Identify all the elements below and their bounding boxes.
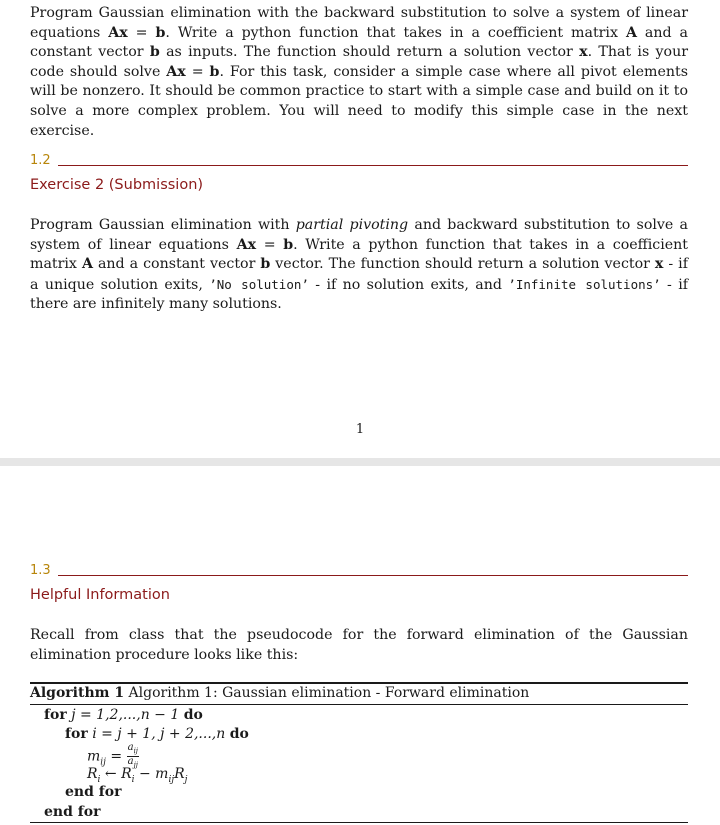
bold-symbol: b [283, 236, 294, 253]
fraction-numerator [127, 743, 139, 757]
multiplier-symbol: m [87, 748, 101, 765]
bold-symbol: Ax [166, 63, 186, 80]
exercise-paragraph [30, 216, 688, 315]
assign-arrow: ← [104, 766, 117, 782]
text-run: . Write a python function that takes in a coefficient matrix [30, 236, 688, 273]
algorithm-line-5: end for [65, 784, 122, 800]
bold-symbol: b [149, 44, 160, 61]
helpful-paragraph: Recall from class that the pseudocode for the forward elimination of the Gaussian elimination procedure looks like this: [30, 627, 688, 663]
bold-symbol: b [209, 63, 220, 80]
denominator-symbol: a [127, 756, 134, 767]
algorithm-mid-rule [30, 704, 688, 705]
text-run: and backward substitution to solve a system of linear equations [30, 217, 689, 253]
algorithm-caption [30, 684, 529, 702]
row-subscript: i [131, 774, 135, 785]
bold-symbol: x [654, 256, 664, 273]
text-run: and a constant vector [92, 256, 261, 273]
kw-for: for [44, 707, 67, 723]
bold-symbol: A [625, 24, 637, 41]
text-run: . For this task, consider a simple case where all pivot elements will be nonzero. It should be common practice to start with a simple case and build on it to solve a more complex problem. You will need to modify this simple case in the next exercise. [30, 63, 688, 139]
code-literal: ’No solution’ [209, 276, 309, 292]
bold-symbol: Ax [236, 236, 257, 253]
text-run: as inputs. The function should return a solution vector [159, 44, 580, 61]
text-run: - if no solution exits, and [308, 276, 509, 293]
section-rule [58, 575, 688, 576]
algorithm-caption-text: Algorithm 1: Gaussian elimination - Forward elimination [128, 685, 530, 701]
algorithm-line-6: end for [44, 804, 101, 820]
algorithm-bottom-rule [30, 822, 688, 823]
text-run: = [185, 63, 210, 80]
kw-do: do [183, 707, 203, 723]
denominator-subscript: jj [133, 761, 138, 769]
minus-sign: − [138, 766, 151, 782]
loop-range: i = j + 1, j + 2,...,n [92, 726, 226, 742]
text-run: vector. The function should return a solution vector [270, 256, 655, 273]
bold-symbol: b [155, 24, 166, 41]
bold-symbol: x [579, 44, 588, 61]
bold-symbol: A [81, 256, 93, 273]
section-title: Helpful Information [30, 587, 170, 603]
algorithm-line-2 [65, 725, 249, 743]
text-run: - if there are infinitely many solutions. [30, 276, 688, 313]
text-run: . Write a python function that takes in a coefficient matrix [165, 24, 626, 41]
text-run: = [256, 236, 284, 253]
text-run: . That is your code should solve [30, 44, 689, 80]
row-subscript: i [97, 774, 101, 785]
code-literal: ’Infinite solutions’ [508, 276, 661, 292]
page-number: 1 [355, 422, 365, 437]
algorithm-label: Algorithm 1 [30, 685, 125, 701]
text-run: - if a unique solution exits, [30, 256, 688, 293]
row-symbol: R [87, 766, 98, 782]
section-title: Exercise 2 (Submission) [30, 177, 204, 193]
multiplier-subscript: ij [100, 757, 106, 768]
row-symbol: R [174, 766, 185, 782]
text-run: Program Gaussian elimination with the backward substitution to solve a system of linear equations [30, 5, 688, 41]
section-rule [58, 165, 688, 166]
section-number: 1.2 [30, 153, 51, 168]
text-run: and a constant vector [30, 24, 688, 61]
kw-do: do [229, 726, 249, 742]
equals-sign: = [110, 748, 123, 765]
row-subscript: j [184, 774, 188, 785]
page-2 [0, 466, 720, 825]
page-gap [0, 458, 720, 466]
numerator-subscript: ij [133, 747, 138, 755]
emphasis-text: partial pivoting [295, 217, 409, 233]
text-run: = [127, 24, 156, 41]
algorithm-line-1 [44, 706, 203, 724]
intro-paragraph [30, 4, 688, 141]
bold-symbol: Ax [108, 24, 128, 41]
multiplier-symbol: m [155, 766, 169, 782]
text-run: Program Gaussian elimination with [30, 217, 296, 233]
bold-symbol: b [260, 256, 271, 273]
numerator-symbol: a [127, 742, 134, 753]
section-number: 1.3 [30, 563, 51, 578]
multiplier-subscript: ij [168, 774, 175, 785]
kw-for: for [65, 726, 88, 742]
loop-range: j = 1,2,...,n − 1 [71, 707, 180, 723]
row-symbol: R [121, 766, 132, 782]
